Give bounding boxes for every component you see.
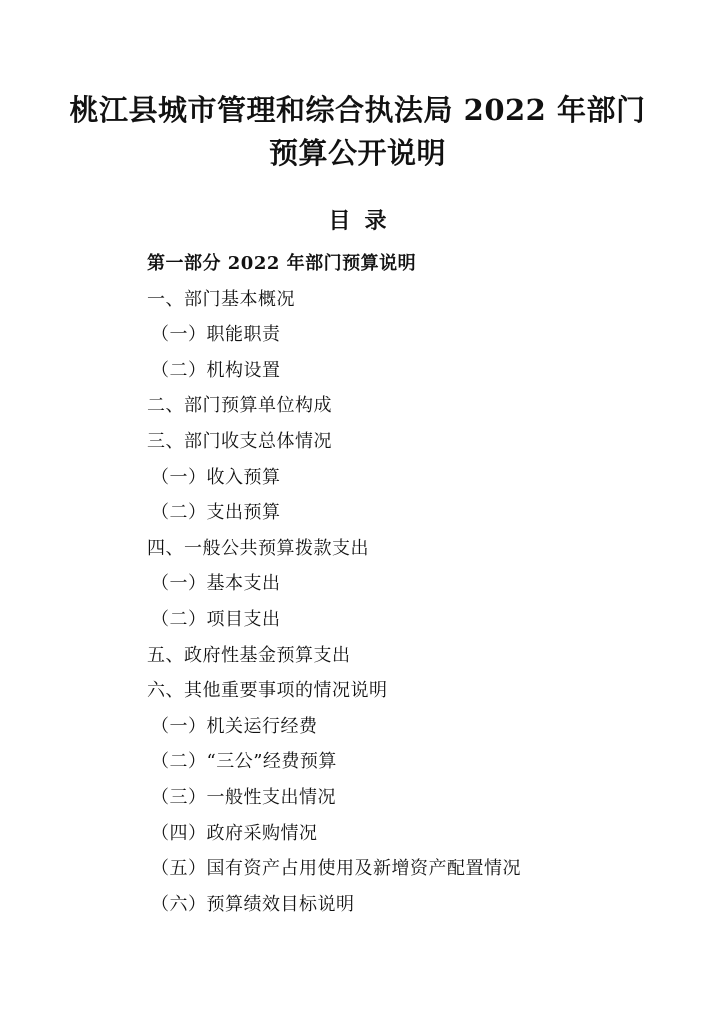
toc-item-sub: （二）支出预算 — [151, 502, 281, 524]
toc-item-section-1: 一、部门基本概况 — [147, 288, 295, 310]
toc-item-section-4: 四、一般公共预算拨款支出 — [147, 537, 369, 559]
toc-item-section-3: 三、部门收支总体情况 — [147, 430, 332, 452]
toc-heading: 目录 — [328, 208, 401, 234]
toc-item-section-2: 二、部门预算单位构成 — [147, 395, 332, 417]
toc-item-sub: （四）政府采购情况 — [151, 822, 318, 844]
toc-item-sub: （一）收入预算 — [151, 466, 281, 488]
table-of-contents — [147, 246, 667, 922]
toc-item-sub: （一）机关运行经费 — [151, 715, 318, 737]
toc-item-section-6: 六、其他重要事项的情况说明 — [147, 680, 388, 702]
toc-item-sub: （一）基本支出 — [151, 573, 281, 595]
toc-item-sub: （二）项目支出 — [151, 608, 281, 630]
document-title-line-2: 预算公开说明 — [268, 136, 446, 170]
toc-item-part-1: 第一部分 2022 年部门预算说明 — [147, 253, 417, 274]
toc-item-sub: （三）一般性支出情况 — [151, 786, 336, 808]
toc-item-sub: （一）职能职责 — [151, 324, 281, 346]
toc-item-sub: （二）机构设置 — [151, 359, 281, 381]
toc-item-section-5: 五、政府性基金预算支出 — [147, 644, 351, 666]
toc-item-sub: （二）“三公”经费预算 — [151, 751, 337, 773]
toc-item-sub: （五）国有资产占用使用及新增资产配置情况 — [151, 858, 521, 880]
document-title-line-1: 桃江县城市管理和综合执法局 2022 年部门 — [69, 93, 646, 127]
toc-item-sub: （六）预算绩效目标说明 — [151, 893, 355, 915]
